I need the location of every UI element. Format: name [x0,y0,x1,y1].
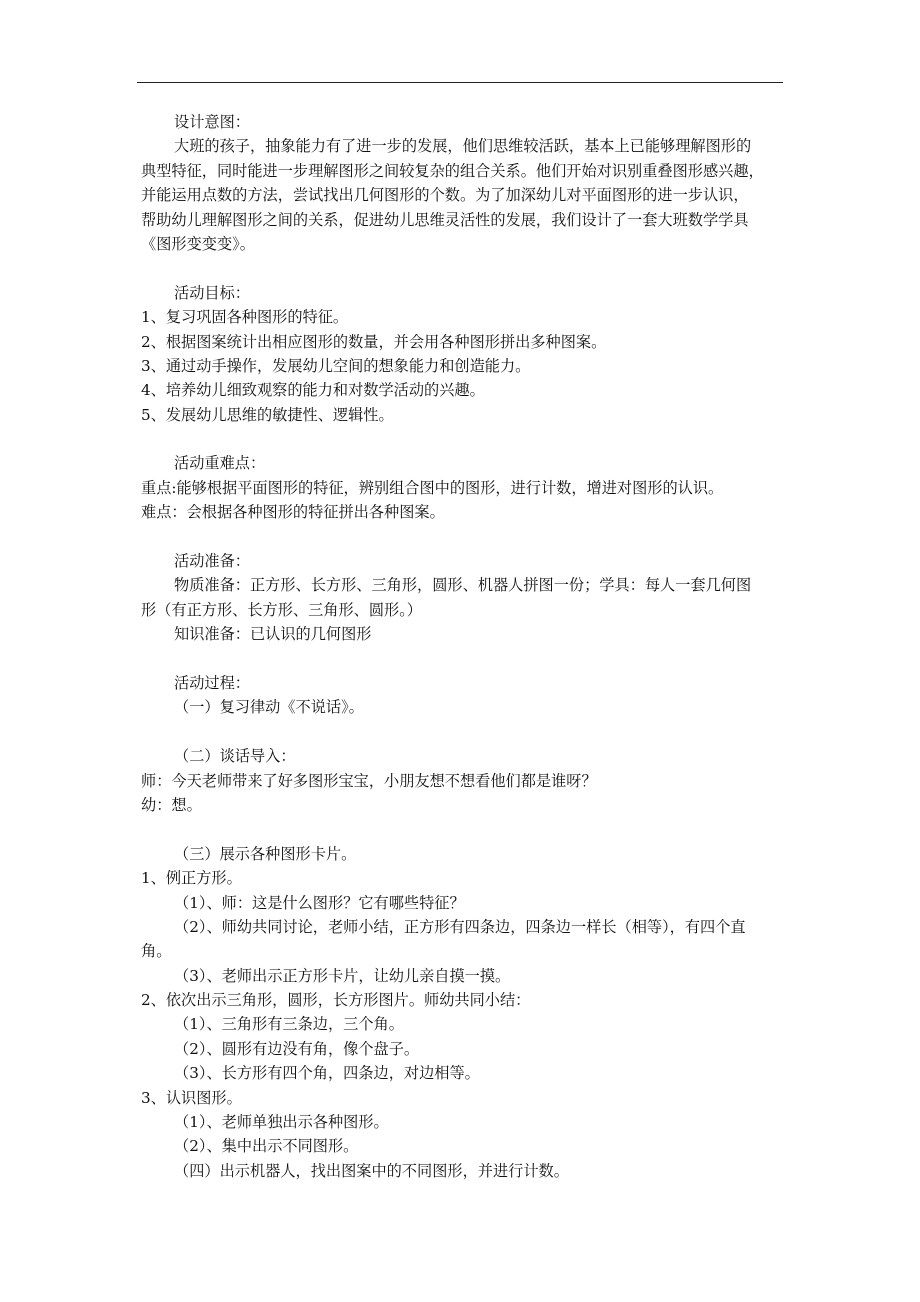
text-line: （2）、圆形有边没有角，像个盘子。 [174,1039,420,1058]
text-line: （2）、集中出示不同图形。 [174,1137,359,1156]
text-line: 1、例正方形。 [141,869,242,888]
blank-line [141,427,787,451]
text-line: 幼：想。 [141,795,202,814]
text-line: 物质准备：正方形、长方形、三角形，圆形、机器人拼图一份；学具：每人一套几何图 [174,576,752,595]
text-line: 知识准备：已认识的几何图形 [174,625,372,644]
text-line: （1）、老师单独出示各种图形。 [174,1113,389,1132]
text-line: 活动目标： [174,283,250,302]
text-line: 1、复习巩固各种图形的特征。 [141,308,349,327]
text-line: 大班的孩子，抽象能力有了进一步的发展，他们思维较活跃，基本上已能够理解图形的 [174,137,752,156]
text-line: 师：今天老师带来了好多图形宝宝，小朋友想不想看他们都是谁呀？ [141,771,597,790]
text-line: 设计意图： [174,113,250,131]
text-line: （一）复习律动《不说话》。 [174,698,364,717]
text-line: （三）展示各种图形卡片。 [174,844,357,863]
text-line: 4、培养幼儿细致观察的能力和对数学活动的兴趣。 [141,381,485,400]
text-line: （四）出示机器人，找出图案中的不同图形，并进行计数。 [174,1161,569,1180]
text-line: 角。 [141,942,172,961]
text-line: （3）、长方形有四个角，四条边，对边相等。 [174,1064,480,1083]
text-line: 《图形变变变》。 [141,234,255,253]
text-line: 活动重难点： [174,454,266,473]
text-line: 2、依次出示三角形，圆形，长方形图片。师幼共同小结： [141,991,531,1010]
text-line: （二）谈话导入： [174,747,296,766]
text-line: （1）、师：这是什么图形？它有哪些特征？ [174,893,465,912]
blank-line [141,525,787,549]
text-line: 3、认识图形。 [141,1088,242,1107]
text-line: （1）、三角形有三条边，三个角。 [174,1015,404,1034]
text-line: 3、通过动手操作，发展幼儿空间的想象能力和创造能力。 [141,356,531,375]
text-line: 典型特征，同时能进一步理解图形之间较复杂的组合关系。他们开始对识别重叠图形感兴趣， [141,161,764,180]
text-line: 5、发展幼儿思维的敏捷性、逻辑性。 [141,405,394,424]
text-line: 2、根据图案统计出相应图形的数量，并会用各种图形拼出多种图案。 [141,332,607,351]
text-line: 活动过程： [174,673,250,692]
text-line: 难点：会根据各种图形的特征拼出各种图案。 [141,503,445,522]
blank-line [141,647,787,671]
text-line: 活动准备： [174,552,250,571]
document-body [141,110,787,1183]
text-line: （3）、老师出示正方形卡片，让幼儿亲自摸一摸。 [174,966,511,985]
text-line: （2）、师幼共同讨论，老师小结，正方形有四条边，四条边一样长（相等），有四个直 [174,917,746,936]
blank-line [141,720,787,744]
text-line: 重点:能够根据平面图形的特征，辨别组合图中的图形，进行计数，增进对图形的认识。 [141,478,724,497]
blank-line [141,817,787,841]
header-rule [137,82,783,83]
text-line: 帮助幼儿理解图形之间的关系，促进幼儿思维灵活性的发展，我们设计了一套大班数学学具 [141,210,749,229]
blank-line [141,256,787,280]
text-line: 并能运用点数的方法，尝试找出几何图形的个数。为了加深幼儿对平面图形的进一步认识， [141,186,749,205]
text-line: 形（有正方形、长方形、三角形、圆形。） [141,600,422,619]
